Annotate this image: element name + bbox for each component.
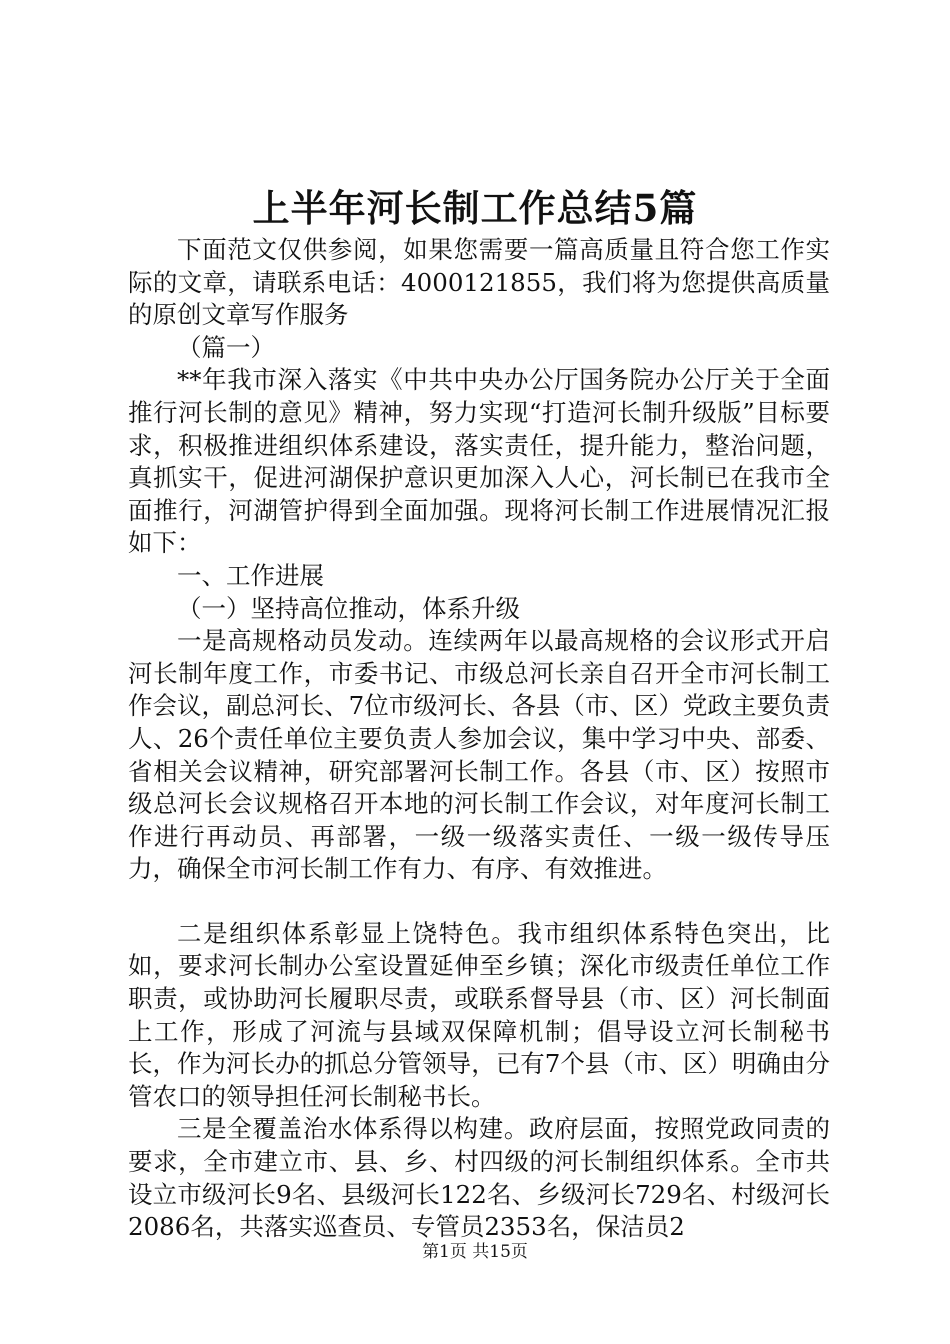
section-heading-progress: 一、工作进展 [177, 560, 324, 590]
document-body [128, 234, 830, 1244]
page-footer: 第1页 共15页 [422, 1242, 528, 1262]
paragraph-coverage: 三是全覆盖治水体系得以构建。政府层面，按照党政同责的要求，全市建立市、县、乡、村四级的河长制组织体系。全市共设立市级河长9名、县级河长122名、乡级河长729名、村级河长2086名，共落实巡查员、专管员2353名，保洁员2 [128, 1114, 830, 1242]
subsection-heading: （一）坚持高位推动，体系升级 [177, 593, 520, 623]
section-heading-part-one: （篇一） [177, 332, 275, 362]
document-title: 上半年河长制工作总结5篇 [252, 186, 698, 230]
paragraph-organization: 二是组织体系彰显上饶特色。我市组织体系特色突出，比如，要求河长制办公室设置延伸至乡镇；深化市级责任单位工作职责，或协助河长履职尽责，或联系督导县（市、区）河长制面上工作，形成了河流与县域双保障机制；倡导设立河长制秘书长，作为河长办的抓总分管领导，已有7个县（市、区）明确由分管农口的领导担任河长制秘书长。 [128, 918, 830, 1111]
paragraph-mobilization: 一是高规格动员发动。连续两年以最高规格的会议形式开启河长制年度工作，市委书记、市级总河长亲自召开全市河长制工作会议，副总河长、7位市级河长、各县（市、区）党政主要负责人、26个责任单位主要负责人参加会议，集中学习中央、部委、省相关会议精神，研究部署河长制工作。各县（市、区）按照市级总河长会议规格召开本地的河长制工作会议，对年度河长制工作进行再动员、再部署，一级一级落实责任、一级一级传导压力，确保全市河长制工作有力、有序、有效推进。 [128, 626, 830, 884]
intro-paragraph: 下面范文仅供参阅，如果您需要一篇高质量且符合您工作实际的文章，请联系电话：4000121855，我们将为您提供高质量的原创文章写作服务 [128, 235, 830, 330]
overview-paragraph: **年我市深入落实《中共中央办公厅国务院办公厅关于全面推行河长制的意见》精神，努力实现“打造河长制升级版”目标要求，积极推进组织体系建设，落实责任，提升能力，整治问题，真抓实干，促进河湖保护意识更加深入人心，河长制已在我市全面推行，河湖管护得到全面加强。现将河长制工作进展情况汇报如下： [128, 365, 830, 558]
